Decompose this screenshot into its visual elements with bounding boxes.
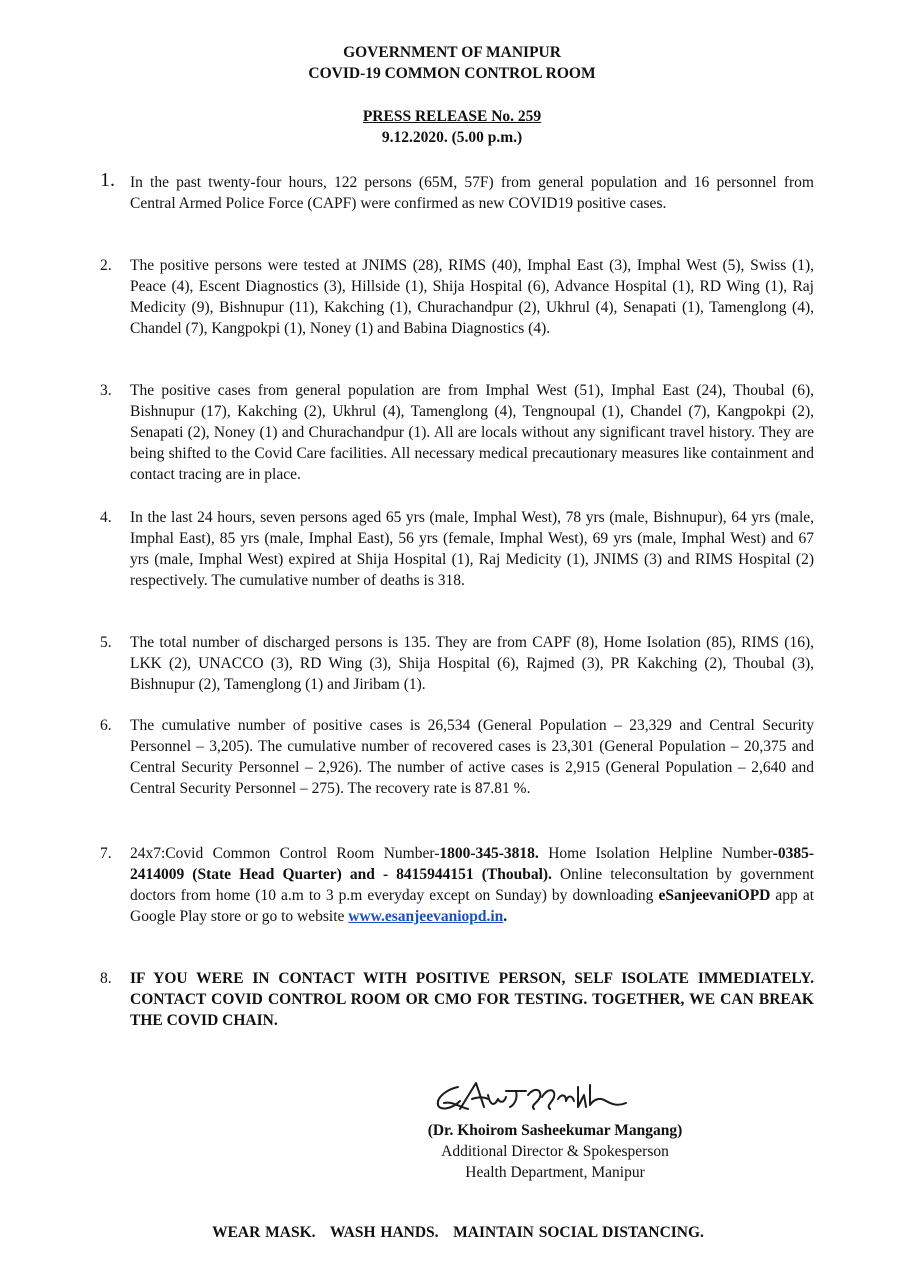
item-text: The positive persons were tested at JNIMS (28), RIMS (40), Imphal East (3), Imphal West (5), Swiss (1), Peace (4), Escent Diagnostics (3), Hillside (1), Shija Hospital (6), Advance Hospital (1), RD Wing (1), Raj Medicity (9), Bishnupur (11), Kakching (1), Churachandpur (2), Ukhrul (4), Senapati (1), Tamenglong (4), Chandel (7), Kangpokpi (1), Noney (1) and Babina Diagnostics (4). — [130, 257, 814, 337]
signatory-title: Additional Director & Spokesperson — [441, 1143, 669, 1160]
press-release-number: PRESS RELEASE No. 259 — [362, 108, 542, 125]
signature — [430, 1073, 650, 1123]
app-name: eSanjeevaniOPD — [658, 887, 771, 904]
item-number: 7. — [100, 845, 112, 862]
item-number: 6. — [100, 717, 112, 734]
item-number: 5. — [100, 634, 112, 651]
item-text: The total number of discharged persons is 135. They are from CAPF (8), Home Isolation (85), RIMS (16), LKK (2), UNACCO (3), RD Wing (3), Shija Hospital (6), Rajmed (3), PR Kakching (2), Thoubal (3), Bishnupur (2), Tamenglong (1) and Jiribam (1). — [130, 634, 814, 693]
item-text: The positive cases from general population are from Imphal West (51), Imphal East (24), Thoubal (6), Bishnupur (17), Kakching (2), Ukhrul (4), Tamenglong (4), Tengnoupal (1), Chandel (7), Kangpokpi (2), Senapati (2), Noney (1) and Churachandpur (1). All are locals without any significant travel history. They are being shifted to the Covid Care facilities. All necessary medical precautionary measures like containment and contact tracing are in place. — [130, 382, 814, 483]
item-number: 3. — [100, 382, 112, 399]
signatory-name: (Dr. Khoirom Sasheekumar Mangang) — [427, 1122, 683, 1139]
website-link[interactable]: www.esanjeevaniopd.in — [348, 908, 504, 925]
item-number: 4. — [100, 509, 112, 526]
government-heading: GOVERNMENT OF MANIPUR — [343, 44, 561, 61]
control-room-heading: COVID-19 COMMON CONTROL ROOM — [308, 65, 596, 82]
item-number: 1. — [100, 169, 115, 191]
item-text: The cumulative number of positive cases is 26,534 (General Population – 23,329 and Central Security Personnel – 3,205). The cumulative number of recovered cases is 23,301 (General Population – 20,375 and Central Security Personnel – 2,926). The number of active cases is 2,915 (General Population – 2,640 and Central Security Personnel – 275). The recovery rate is 87.81 %. — [130, 717, 814, 797]
footer-slogan-text: WEAR MASK. WASH HANDS. MAINTAIN SOCIAL DISTANCING. — [212, 1224, 704, 1241]
link-period: . — [503, 908, 508, 925]
home-isolation-numbers: -0385-2414009 (State Head Quarter) and - 8415944151 (Thoubal). — [130, 845, 814, 883]
item-number: 8. — [100, 970, 112, 987]
website-intro: app at Google Play store or go to website — [130, 887, 815, 925]
helpline-intro: 24x7:Covid Common Control Room Number- — [130, 845, 440, 862]
item-text: In the last 24 hours, seven persons aged 65 yrs (male, Imphal West), 78 yrs (male, Bishnupur), 64 yrs (male, Imphal East), 85 yrs (male, Imphal East), 56 yrs (female, Imphal West), 69 yrs (male, Imphal West) and 67 yrs (male, Imphal West) expired at Shija Hospital (1), Raj Medicity (1), JNIMS (3) and RIMS Hospital (2) respectively. The cumulative number of deaths is 318. — [130, 509, 814, 589]
footer-slogan — [0, 1224, 904, 1242]
control-room-number: 1800-345-3818. — [439, 845, 539, 862]
release-date: 9.12.2020. (5.00 p.m.) — [381, 129, 523, 146]
signatory-department: Health Department, Manipur — [465, 1164, 645, 1181]
home-isolation-intro: Home Isolation Helpline Number — [538, 845, 773, 862]
item-text — [130, 843, 814, 927]
item-text: In the past twenty-four hours, 122 persons (65M, 57F) from general population and 16 personnel from Central Armed Police Force (CAPF) were confirmed as new COVID19 positive cases. — [130, 174, 814, 212]
teleconsultation-text: Online teleconsultation by government doctors from home (10 a.m to 3 p.m everyday except on Sunday) by downloading — [130, 866, 814, 904]
item-text: IF YOU WERE IN CONTACT WITH POSITIVE PERSON, SELF ISOLATE IMMEDIATELY. CONTACT COVID CONTROL ROOM OR CMO FOR TESTING. TOGETHER, WE CAN BREAK THE COVID CHAIN. — [130, 970, 814, 1029]
item-number: 2. — [100, 257, 112, 274]
